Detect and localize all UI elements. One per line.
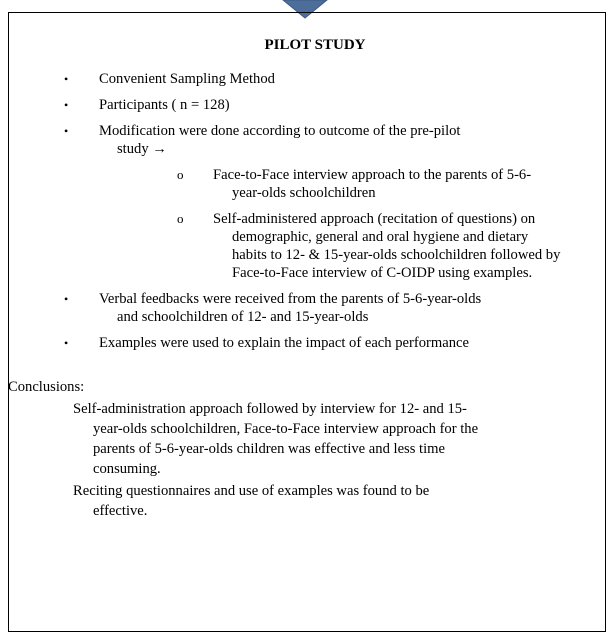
sub-bullet-text: habits to 12- & 15-year-olds schoolchildren followed by <box>232 247 561 263</box>
bullet-text: Examples were used to explain the impact of each performance <box>99 335 469 351</box>
bullet-text: study → <box>117 141 167 157</box>
conclusion-text: Reciting questionnaires and use of examples was found to be <box>73 483 430 499</box>
conclusion-text: parents of 5-6-year-olds children was effective and less time <box>93 441 445 457</box>
sub-bullet-text: year-olds schoolchildren <box>232 185 376 201</box>
conclusion-text: effective. <box>93 503 148 519</box>
sub-bullet-text: Face-to-Face interview approach to the parents of 5-6- <box>213 167 532 183</box>
bullet-icon: • <box>64 124 69 138</box>
bullet-icon: • <box>64 72 69 86</box>
bullet-text: Modification were done according to outcome of the pre-pilot <box>99 123 461 139</box>
page-title: PILOT STUDY <box>264 37 366 53</box>
conclusions-heading: Conclusions: <box>8 379 85 395</box>
bullet-icon: • <box>64 336 69 350</box>
bullet-icon: • <box>64 292 69 306</box>
conclusion-text: consuming. <box>93 461 161 477</box>
conclusion-text: Self-administration approach followed by interview for 12- and 15- <box>73 401 467 417</box>
sub-bullet-icon: o <box>177 167 184 182</box>
sub-bullet-text: Face-to-Face interview of C-OIDP using examples. <box>232 265 533 281</box>
bullet-text: and schoolchildren of 12- and 15-year-olds <box>117 309 369 325</box>
bullet-text: Participants ( n = 128) <box>99 97 230 113</box>
bullet-text: Convenient Sampling Method <box>99 71 275 87</box>
sub-bullet-text: demographic, general and oral hygiene and dietary <box>232 229 529 245</box>
bullet-text: Verbal feedbacks were received from the parents of 5-6-year-olds <box>99 291 482 307</box>
sub-bullet-icon: o <box>177 211 184 226</box>
conclusion-text: year-olds schoolchildren, Face-to-Face interview approach for the <box>93 421 479 437</box>
bullet-icon: • <box>64 98 69 112</box>
sub-bullet-text: Self-administered approach (recitation of questions) on <box>213 211 536 227</box>
